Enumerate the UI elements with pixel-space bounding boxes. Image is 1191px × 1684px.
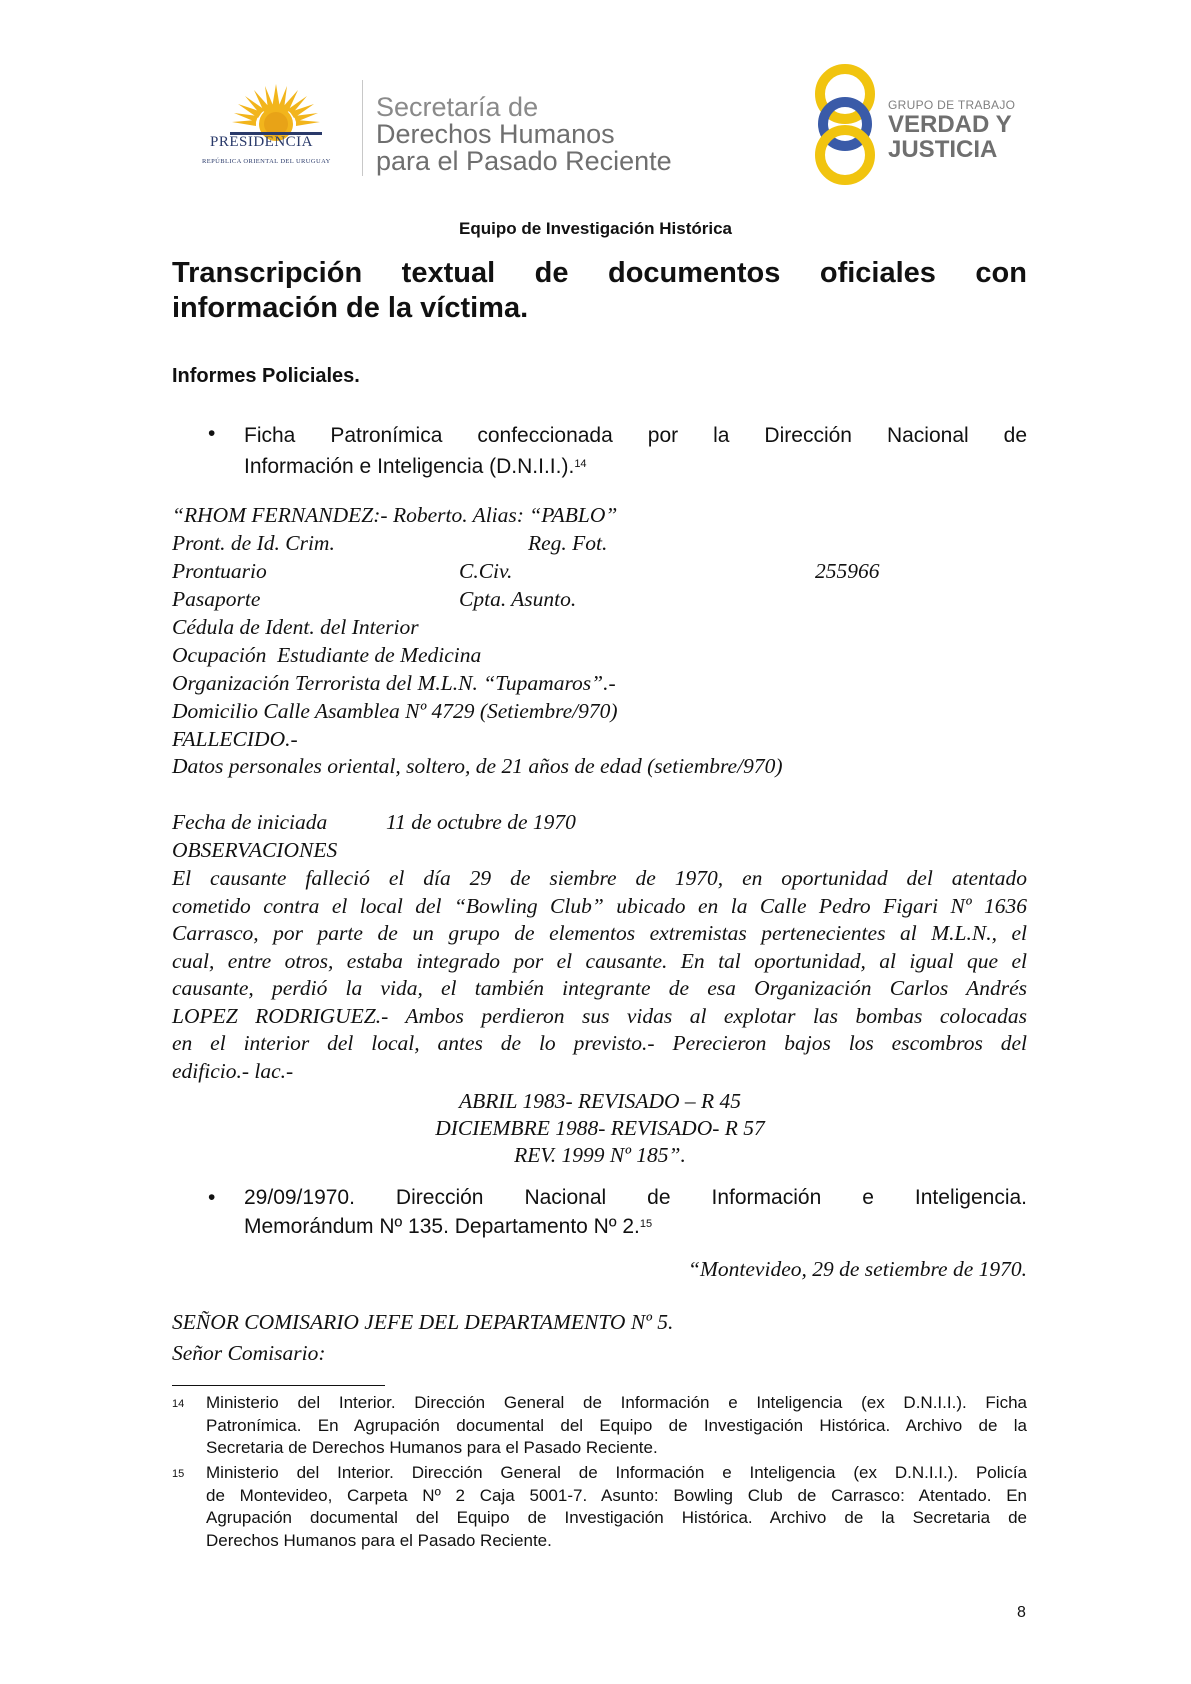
- revision-line: REV. 1999 Nº 185”.: [514, 1143, 686, 1167]
- cpta-asunto-label: Cpta. Asunto.: [459, 587, 577, 611]
- presidencia-logo: [196, 80, 356, 180]
- footnote-line: Patronímica. En Agrupación documental del Equipo de Investigación Histórica. Archivo de la: [206, 1415, 1027, 1435]
- obs-last-line: edificio.- lac.-: [172, 1058, 294, 1083]
- bullet-marker: •: [208, 422, 216, 445]
- footnote-separator: [172, 1385, 385, 1386]
- footnote-number-15: 15: [172, 1468, 185, 1480]
- obs-line: en el interior del local, antes de lo previsto.- Perecieron bajos los escombros del: [172, 1031, 1027, 1055]
- fecha-value: 11 de octubre de 1970: [386, 810, 576, 834]
- prontuario-label: Prontuario: [172, 559, 267, 583]
- footnote-line: Agrupación documental del Equipo de Investigación Histórica. Archivo de la Secretaria de: [206, 1508, 1027, 1527]
- bullet-2-line-2: Memorándum Nº 135. Departamento Nº 2.: [244, 1215, 640, 1238]
- footnote-line: Derechos Humanos para el Pasado Reciente.: [206, 1530, 552, 1550]
- republica-label: REPÚBLICA ORIENTAL DEL URUGUAY: [202, 158, 331, 165]
- pasaporte-label: Pasaporte: [172, 587, 261, 611]
- section-heading: Informes Policiales.: [172, 365, 360, 387]
- secretaria-line-1: Secretaría de: [376, 92, 539, 122]
- revision-line: DICIEMBRE 1988- REVISADO- R 57: [435, 1116, 765, 1140]
- secretaria-logo-text: [376, 94, 672, 175]
- interlocking-rings-icon: [812, 62, 878, 186]
- bullet-1-line-1: Ficha Patronímica confeccionada por la Dirección Nacional de: [244, 424, 1027, 447]
- pront-label: Pront. de Id. Crim.: [172, 531, 335, 555]
- obs-line: Carrasco, por parte de un grupo de elementos extremistas pertenecientes al M.L.N., el: [172, 921, 1027, 945]
- memo-addressee: SEÑOR COMISARIO JEFE DEL DEPARTAMENTO Nº 5.: [172, 1310, 674, 1334]
- header-divider: [362, 80, 363, 176]
- domicilio-line: Domicilio Calle Asamblea Nº 4729 (Setiembre/970): [172, 699, 618, 723]
- team-title: Equipo de Investigación Histórica: [459, 219, 732, 238]
- bullet-1-line-2: Información e Inteligencia (D.N.I.I.).: [244, 455, 575, 478]
- footnote-line: Secretaria de Derechos Humanos para el Pasado Reciente.: [206, 1438, 658, 1457]
- presidencia-label: PRESIDENCIA: [210, 134, 314, 150]
- secretaria-line-2: Derechos Humanos: [376, 119, 615, 149]
- justicia-label: JUSTICIA: [888, 136, 998, 163]
- footnote-ref-15[interactable]: 15: [639, 1218, 653, 1230]
- bullet-marker: •: [208, 1186, 216, 1209]
- revision-line: ABRIL 1983- REVISADO – R 45: [458, 1089, 742, 1113]
- observaciones-paragraph: [172, 865, 1027, 1085]
- page-number: 8: [1017, 1604, 1026, 1621]
- obs-line: causante, perdió la vida, el también integrante de esa Organización Carlos Andrés: [172, 976, 1027, 1000]
- footnote-line: Ministerio del Interior. Dirección General de Información e Inteligencia (ex D.N.I.I.). Ficha: [206, 1393, 1027, 1412]
- datos-personales-line: Datos personales oriental, soltero, de 21 años de edad (setiembre/970): [172, 754, 783, 778]
- page-title: [172, 256, 1027, 326]
- organizacion-line: Organización Terrorista del M.L.N. “Tupamaros”.-: [172, 671, 616, 695]
- bullet-2-line-1: 29/09/1970. Dirección Nacional de Información e Inteligencia.: [244, 1186, 1027, 1209]
- ocupacion-line: Ocupación Estudiante de Medicina: [172, 643, 482, 667]
- reg-fot-label: Reg. Fot.: [528, 531, 608, 555]
- memo-date: “Montevideo, 29 de setiembre de 1970.: [688, 1257, 1027, 1281]
- obs-line: cual, entre otros, estaba integrado por el causante. En tal oportunidad, al igual que el: [172, 948, 1027, 973]
- footnote-14: [206, 1392, 1027, 1460]
- verdad-justicia-logo: [812, 62, 1042, 192]
- obs-line: El causante falleció el día 29 de siembre de 1970, en oportunidad del atentado: [172, 866, 1027, 890]
- fallecido-line: FALLECIDO.-: [172, 727, 298, 751]
- memo-salutation: Señor Comisario:: [172, 1341, 326, 1365]
- footnote-15: [206, 1462, 1027, 1552]
- footnote-ref-14[interactable]: 14: [574, 458, 587, 470]
- obs-line: LOPEZ RODRIGUEZ.- Ambos perdieron sus vidas al explotar las bombas colocadas: [172, 1003, 1027, 1028]
- page-title-line-2: información de la víctima.: [172, 292, 529, 324]
- footnote-line: de Montevideo, Carpeta Nº 2 Caja 5001-7. Asunto: Bowling Club de Carrasco: Atentado. En: [206, 1485, 1027, 1505]
- observaciones-heading: OBSERVACIONES: [172, 838, 338, 862]
- bullet-item-1: [244, 420, 1027, 482]
- secretaria-line-3: para el Pasado Reciente: [376, 146, 672, 176]
- bullet-item-2: [244, 1183, 1027, 1241]
- grupo-de-trabajo-label: GRUPO DE TRABAJO: [888, 98, 1016, 112]
- cedula-line: Cédula de Ident. del Interior: [172, 615, 419, 639]
- fecha-label: Fecha de iniciada: [172, 810, 328, 834]
- record-name-line: “RHOM FERNANDEZ:- Roberto. Alias: “PABLO”: [172, 503, 618, 527]
- page-title-line-1: Transcripción textual de documentos oficiales con: [172, 257, 1027, 289]
- revisions-block: [300, 1088, 900, 1169]
- cciv-value: 255966: [815, 559, 880, 583]
- footnote-number-14: 14: [172, 1398, 185, 1410]
- verdad-label: VERDAD Y: [888, 111, 1012, 138]
- obs-line: cometido contra el local del “Bowling Club” ubicado en la Calle Pedro Figari Nº 1636: [172, 893, 1027, 918]
- footnote-line: Ministerio del Interior. Dirección General de Información e Inteligencia (ex D.N.I.I.). Policía: [206, 1463, 1027, 1482]
- cciv-label: C.Civ.: [459, 559, 513, 583]
